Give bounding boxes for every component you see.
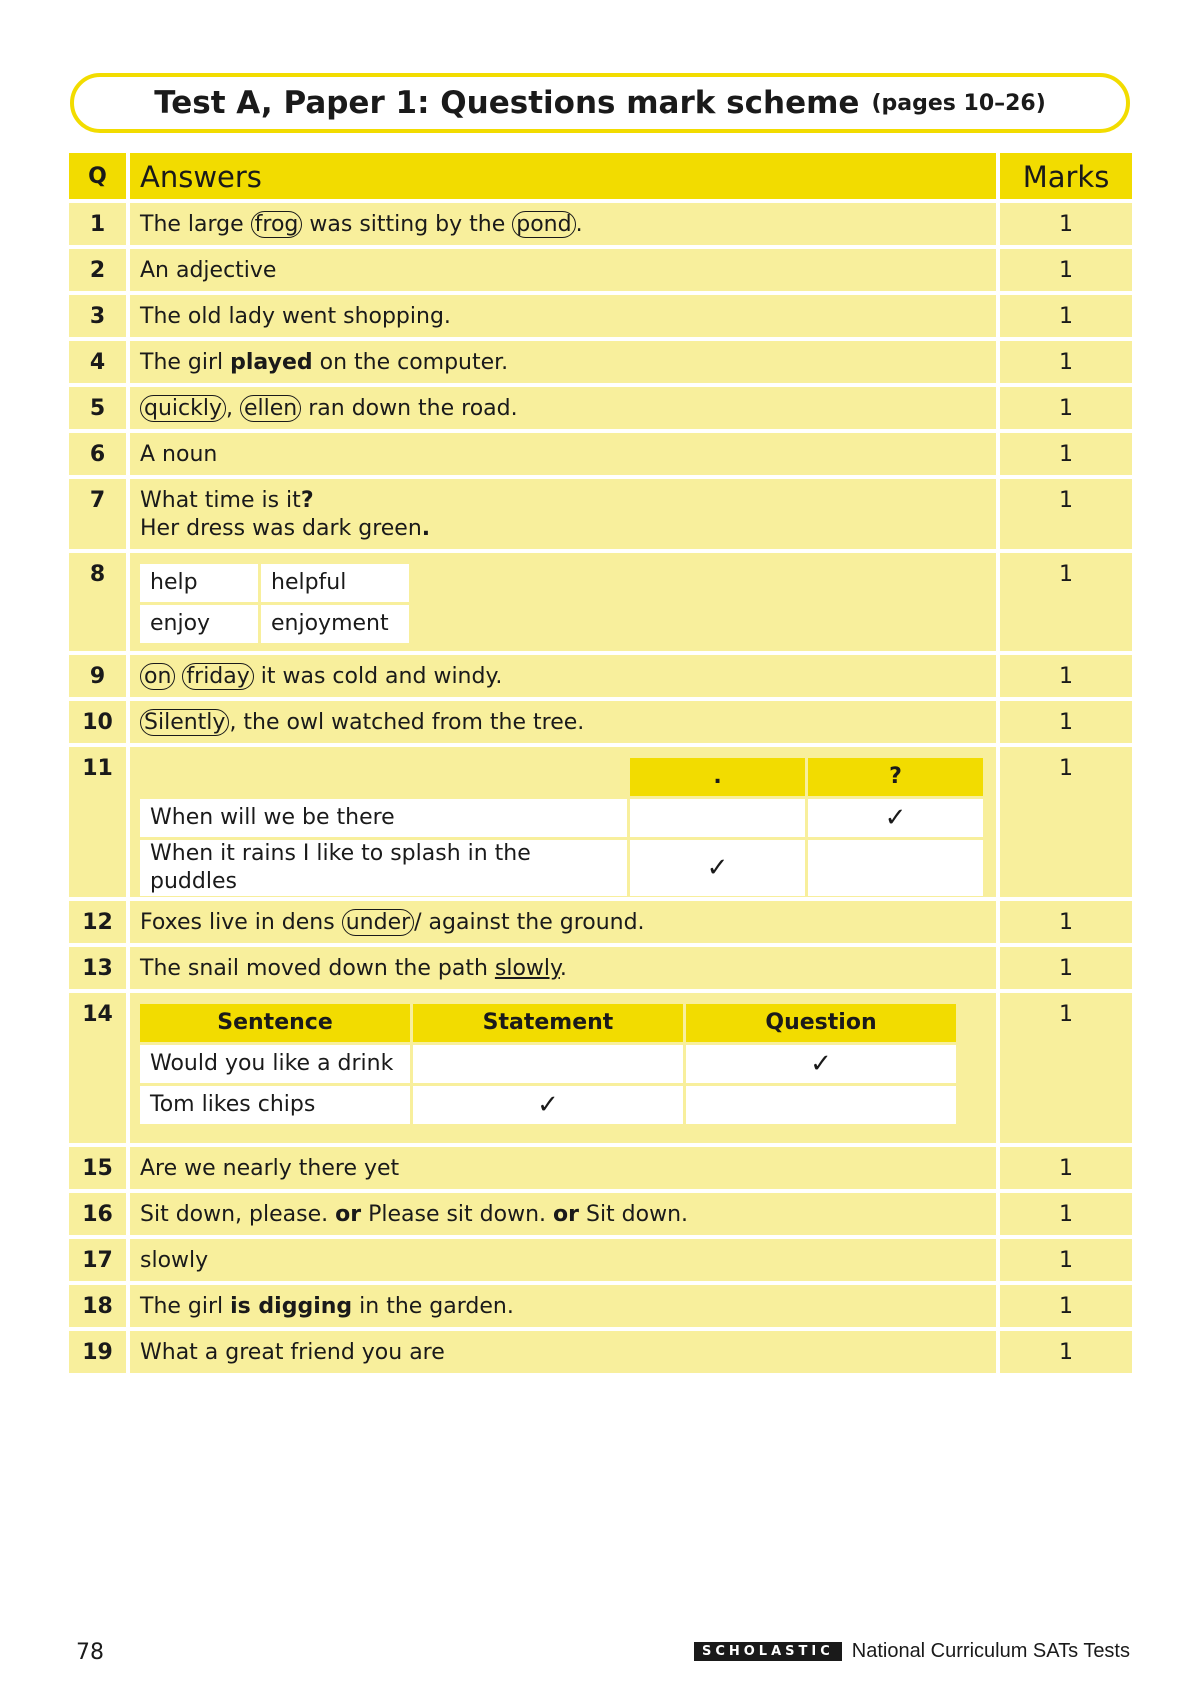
mark-cell: 1 bbox=[1000, 1147, 1132, 1189]
table-header-blank bbox=[140, 758, 627, 796]
q-number: 1 bbox=[69, 203, 126, 245]
table-cell: Would you like a drink bbox=[140, 1045, 410, 1083]
mark-cell: 1 bbox=[1000, 553, 1132, 651]
tick-cell: ✓ bbox=[686, 1045, 956, 1083]
answer-text: The girl bbox=[140, 350, 231, 375]
mark-cell: 1 bbox=[1000, 1239, 1132, 1281]
table-row bbox=[140, 605, 409, 643]
table-header: Statement bbox=[413, 1004, 683, 1042]
answer-cell bbox=[130, 993, 996, 1143]
answer-cell bbox=[130, 387, 996, 429]
table-row bbox=[140, 564, 409, 602]
page-number: 78 bbox=[76, 1640, 104, 1665]
mark-cell: 1 bbox=[1000, 341, 1132, 383]
tick-cell: ✓ bbox=[630, 840, 805, 896]
table-header-row bbox=[140, 758, 983, 796]
table-row bbox=[140, 840, 983, 896]
answer-cell: A noun bbox=[130, 433, 996, 475]
mark-cell: 1 bbox=[1000, 901, 1132, 943]
answer-bold: . bbox=[421, 516, 431, 541]
mark-cell: 1 bbox=[1000, 1285, 1132, 1327]
mark-cell: 1 bbox=[1000, 295, 1132, 337]
table-cell: helpful bbox=[261, 564, 409, 602]
mark-cell: 1 bbox=[1000, 1193, 1132, 1235]
answer-bold: ? bbox=[300, 488, 314, 513]
answer-cell bbox=[130, 203, 996, 245]
tick-cell: ✓ bbox=[808, 799, 983, 837]
circled-word: under bbox=[342, 909, 414, 936]
table-row bbox=[140, 799, 983, 837]
scholastic-logo: SCHOLASTIC bbox=[694, 1642, 842, 1661]
table-cell: enjoyment bbox=[261, 605, 409, 643]
answer-text: . bbox=[559, 956, 567, 981]
page-title-box bbox=[70, 73, 1130, 133]
answer-text: Her dress was dark green bbox=[140, 516, 422, 541]
answer-text: was sitting by the bbox=[302, 212, 513, 237]
mark-cell: 1 bbox=[1000, 747, 1132, 897]
answer-text: The girl bbox=[140, 1294, 231, 1319]
answer-text: / against the ground. bbox=[414, 910, 645, 935]
circled-word: pond bbox=[512, 211, 575, 238]
tick-cell bbox=[630, 799, 805, 837]
mark-cell: 1 bbox=[1000, 701, 1132, 743]
circled-word: on bbox=[140, 663, 175, 690]
table-header: . bbox=[630, 758, 805, 796]
q-number: 14 bbox=[69, 993, 126, 1143]
answer-text: it was cold and windy. bbox=[253, 664, 503, 689]
answer-cell bbox=[130, 1285, 996, 1327]
circled-word: quickly bbox=[140, 395, 226, 422]
answer-text: ran down the road. bbox=[301, 396, 518, 421]
mark-cell: 1 bbox=[1000, 993, 1132, 1143]
table-row bbox=[140, 1045, 956, 1083]
answer-text: Please sit down. bbox=[361, 1202, 554, 1227]
answer-text: , the owl watched from the tree. bbox=[229, 710, 585, 735]
answer-text: What time is it bbox=[140, 488, 301, 513]
mark-cell: 1 bbox=[1000, 249, 1132, 291]
circled-word: frog bbox=[251, 211, 303, 238]
q-number: 6 bbox=[69, 433, 126, 475]
q-number: 17 bbox=[69, 1239, 126, 1281]
q-number: 13 bbox=[69, 947, 126, 989]
tick-cell bbox=[808, 840, 983, 896]
table-cell: help bbox=[140, 564, 258, 602]
answer-bold: is digging bbox=[230, 1294, 353, 1319]
table-header: Question bbox=[686, 1004, 956, 1042]
answer-text: . bbox=[575, 212, 583, 237]
footer-branding bbox=[694, 1640, 1130, 1663]
answer-text: The large bbox=[140, 212, 251, 237]
answer-cell bbox=[130, 553, 996, 651]
table-header-row bbox=[140, 1004, 956, 1042]
table-cell: When it rains I like to splash in the puddles bbox=[140, 840, 627, 896]
answer-text: Foxes live in dens bbox=[140, 910, 342, 935]
q-number: 19 bbox=[69, 1331, 126, 1373]
mark-cell: 1 bbox=[1000, 203, 1132, 245]
page-subtitle: (pages 10–26) bbox=[871, 90, 1046, 116]
word-family-table bbox=[137, 561, 412, 646]
series-title: National Curriculum SATs Tests bbox=[851, 1640, 1130, 1662]
answer-cell: Are we nearly there yet bbox=[130, 1147, 996, 1189]
answer-bold: played bbox=[230, 350, 313, 375]
header-q: Q bbox=[69, 153, 126, 199]
tick-cell bbox=[686, 1086, 956, 1124]
tick-cell bbox=[413, 1045, 683, 1083]
mark-scheme-table bbox=[69, 153, 1132, 1373]
circled-word: Silently bbox=[140, 709, 229, 736]
q-number: 12 bbox=[69, 901, 126, 943]
answer-text: on the computer. bbox=[312, 350, 509, 375]
table-header: Sentence bbox=[140, 1004, 410, 1042]
mark-cell: 1 bbox=[1000, 433, 1132, 475]
answer-cell bbox=[130, 747, 996, 897]
answer-cell bbox=[130, 947, 996, 989]
answer-cell bbox=[130, 701, 996, 743]
answer-bold: or bbox=[335, 1202, 362, 1227]
answer-cell: slowly bbox=[130, 1239, 996, 1281]
table-row bbox=[140, 1086, 956, 1124]
header-answers: Answers bbox=[130, 153, 996, 199]
underlined-word: slowly bbox=[494, 956, 560, 981]
answer-cell: An adjective bbox=[130, 249, 996, 291]
answer-text: The snail moved down the path bbox=[140, 956, 495, 981]
table-cell: Tom likes chips bbox=[140, 1086, 410, 1124]
answer-text: in the garden. bbox=[352, 1294, 514, 1319]
mark-cell: 1 bbox=[1000, 1331, 1132, 1373]
mark-cell: 1 bbox=[1000, 947, 1132, 989]
circled-word: friday bbox=[182, 663, 253, 690]
q-number: 2 bbox=[69, 249, 126, 291]
q-number: 8 bbox=[69, 553, 126, 651]
answer-bold: or bbox=[553, 1202, 579, 1227]
tick-cell: ✓ bbox=[413, 1086, 683, 1124]
q-number: 10 bbox=[69, 701, 126, 743]
answer-text: Sit down, please. bbox=[140, 1202, 336, 1227]
answer-cell bbox=[130, 341, 996, 383]
sentence-type-table bbox=[137, 1001, 959, 1127]
q-number: 3 bbox=[69, 295, 126, 337]
table-cell: When will we be there bbox=[140, 799, 627, 837]
answer-text: Sit down. bbox=[578, 1202, 689, 1227]
mark-cell: 1 bbox=[1000, 387, 1132, 429]
q-number: 5 bbox=[69, 387, 126, 429]
circled-word: ellen bbox=[240, 395, 301, 422]
answer-cell: What a great friend you are bbox=[130, 1331, 996, 1373]
table-cell: enjoy bbox=[140, 605, 258, 643]
header-marks: Marks bbox=[1000, 153, 1132, 199]
page-title: Test A, Paper 1: Questions mark scheme bbox=[154, 85, 860, 121]
answer-cell bbox=[130, 1193, 996, 1235]
q-number: 9 bbox=[69, 655, 126, 697]
punctuation-table bbox=[137, 755, 986, 899]
q-number: 18 bbox=[69, 1285, 126, 1327]
q-number: 11 bbox=[69, 747, 126, 897]
mark-cell: 1 bbox=[1000, 655, 1132, 697]
answer-cell bbox=[130, 479, 996, 549]
answer-cell bbox=[130, 901, 996, 943]
q-number: 16 bbox=[69, 1193, 126, 1235]
answer-cell bbox=[130, 655, 996, 697]
table-header: ? bbox=[808, 758, 983, 796]
q-number: 4 bbox=[69, 341, 126, 383]
q-number: 15 bbox=[69, 1147, 126, 1189]
answer-text: , bbox=[226, 396, 233, 421]
answer-cell: The old lady went shopping. bbox=[130, 295, 996, 337]
q-number: 7 bbox=[69, 479, 126, 549]
mark-cell: 1 bbox=[1000, 479, 1132, 549]
